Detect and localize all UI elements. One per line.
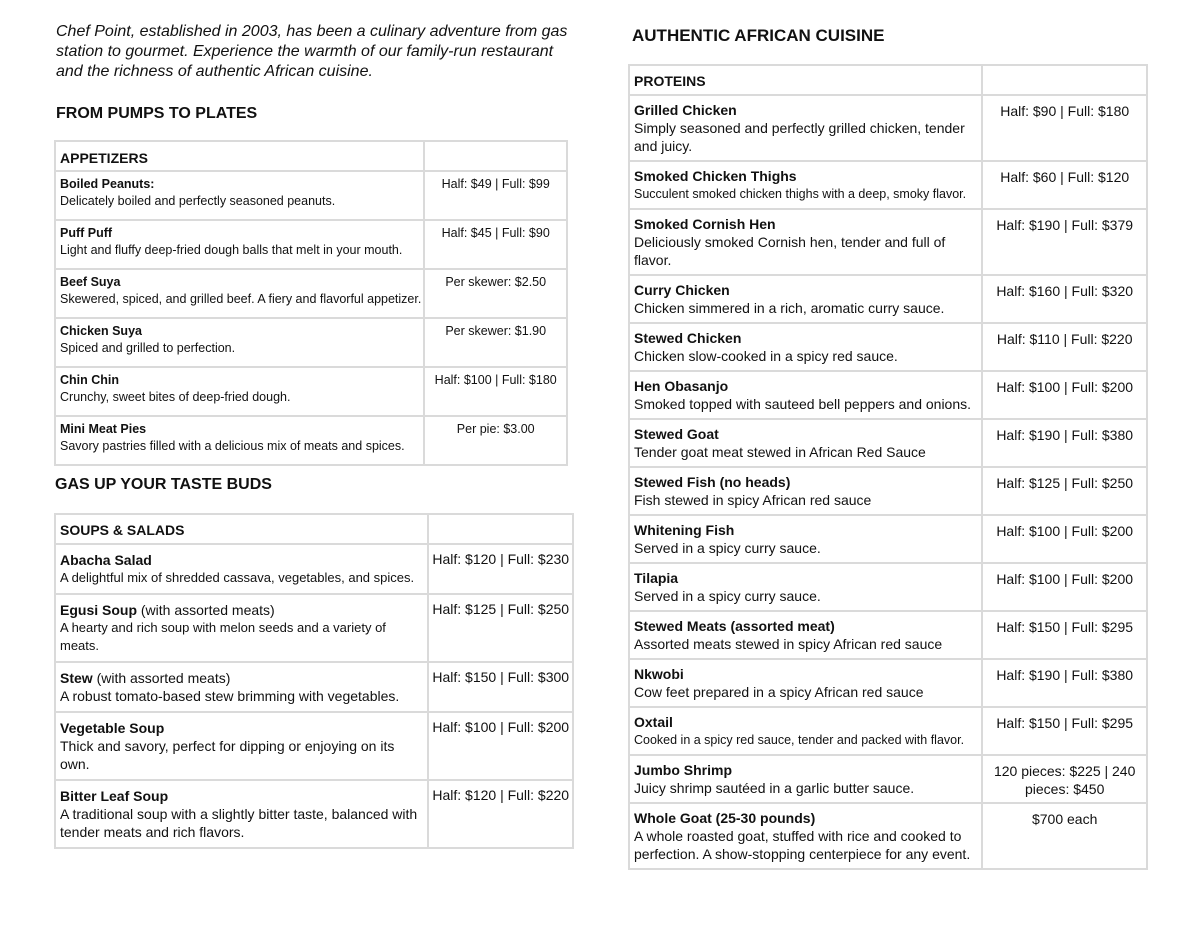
item-name: Smoked Cornish Hen <box>634 216 776 232</box>
item-desc: A traditional soup with a slightly bitter taste, balanced with tender meats and rich flavors. <box>60 806 418 840</box>
item-desc: Simply seasoned and perfectly grilled chicken, tender and juicy. <box>634 120 965 154</box>
item-name: Oxtail <box>634 714 673 730</box>
item-price: Half: $100 | Full: $200 <box>982 515 1147 563</box>
item-desc: Spiced and grilled to perfection. <box>60 341 236 355</box>
item-price: Per skewer: $2.50 <box>424 269 567 318</box>
item-name: Boiled Peanuts: <box>60 177 155 191</box>
appetizer-row <box>55 220 567 269</box>
soups-header-row <box>55 514 573 544</box>
item-desc: Chicken simmered in a rich, aromatic curry sauce. <box>634 300 945 316</box>
proteins-table <box>628 64 1148 870</box>
soups-salads-table <box>54 513 574 849</box>
item-price: Half: $100 | Full: $200 <box>982 563 1147 611</box>
protein-row <box>629 707 1147 755</box>
item-price: Half: $150 | Full: $300 <box>428 662 573 712</box>
protein-row <box>629 755 1147 803</box>
appetizer-row <box>55 367 567 416</box>
item-name: Curry Chicken <box>634 282 730 298</box>
item-price: Half: $100 | Full: $200 <box>428 712 573 780</box>
item-name: Stewed Fish (no heads) <box>634 474 791 490</box>
protein-row <box>629 563 1147 611</box>
item-name: Stewed Goat <box>634 426 719 442</box>
heading-gas-up: GAS UP YOUR TASTE BUDS <box>55 476 272 493</box>
item-price: Half: $100 | Full: $180 <box>424 367 567 416</box>
item-name: Mini Meat Pies <box>60 422 147 436</box>
proteins-header-row <box>629 65 1147 95</box>
item-price: Half: $90 | Full: $180 <box>982 95 1147 161</box>
soups-header-blank <box>428 514 573 544</box>
item-desc: Assorted meats stewed in spicy African red sauce <box>634 636 943 652</box>
item-desc: Cow feet prepared in a spicy African red sauce <box>634 684 924 700</box>
item-name: Tilapia <box>634 570 679 586</box>
item-name: Chin Chin <box>60 373 120 387</box>
protein-row <box>629 419 1147 467</box>
item-name: Grilled Chicken <box>634 102 737 118</box>
protein-row <box>629 275 1147 323</box>
item-price: Half: $120 | Full: $220 <box>428 780 573 848</box>
item-price: Half: $60 | Full: $120 <box>982 161 1147 209</box>
item-desc: Succulent smoked chicken thighs with a deep, smoky flavor. <box>634 187 967 201</box>
item-price: 120 pieces: $225 | 240 pieces: $450 <box>982 755 1147 803</box>
item-name: Stew <box>60 670 93 686</box>
item-desc: Deliciously smoked Cornish hen, tender and full of flavor. <box>634 234 946 268</box>
protein-row <box>629 95 1147 161</box>
item-desc: A hearty and rich soup with melon seeds and a variety of meats. <box>60 620 386 653</box>
item-desc: Skewered, spiced, and grilled beef. A fiery and flavorful appetizer. <box>60 292 422 306</box>
protein-row <box>629 659 1147 707</box>
item-desc: Served in a spicy curry sauce. <box>634 588 821 604</box>
item-price: Per skewer: $1.90 <box>424 318 567 367</box>
item-note: (with assorted meats) <box>137 602 275 618</box>
item-desc: Served in a spicy curry sauce. <box>634 540 821 556</box>
item-price: Per pie: $3.00 <box>424 416 567 465</box>
protein-row <box>629 209 1147 275</box>
appetizer-row <box>55 416 567 465</box>
item-name: Abacha Salad <box>60 552 152 568</box>
heading-from-pumps: FROM PUMPS TO PLATES <box>56 105 258 122</box>
item-desc: Chicken slow-cooked in a spicy red sauce. <box>634 348 898 364</box>
item-desc: Juicy shrimp sautéed in a garlic butter sauce. <box>634 780 915 796</box>
item-price: Half: $120 | Full: $230 <box>428 544 573 594</box>
item-price: Half: $45 | Full: $90 <box>424 220 567 269</box>
appetizers-header: APPETIZERS <box>55 141 424 171</box>
protein-row <box>629 611 1147 659</box>
item-desc: Tender goat meat stewed in African Red Sauce <box>634 444 926 460</box>
item-price: $700 each <box>982 803 1147 869</box>
proteins-header-blank <box>982 65 1147 95</box>
item-price: Half: $125 | Full: $250 <box>428 594 573 662</box>
item-price: Half: $125 | Full: $250 <box>982 467 1147 515</box>
soups-header: SOUPS & SALADS <box>55 514 428 544</box>
item-name: Smoked Chicken Thighs <box>634 168 797 184</box>
item-price: Half: $49 | Full: $99 <box>424 171 567 220</box>
item-price: Half: $190 | Full: $380 <box>982 419 1147 467</box>
protein-row <box>629 161 1147 209</box>
item-price: Half: $160 | Full: $320 <box>982 275 1147 323</box>
soup-row <box>55 662 573 712</box>
protein-row <box>629 371 1147 419</box>
appetizers-header-row <box>55 141 567 171</box>
item-name: Puff Puff <box>60 226 113 240</box>
item-name: Stewed Chicken <box>634 330 742 346</box>
appetizers-header-blank <box>424 141 567 171</box>
item-price: Half: $150 | Full: $295 <box>982 611 1147 659</box>
item-desc: A delightful mix of shredded cassava, vegetables, and spices. <box>60 570 415 585</box>
item-name: Whole Goat (25-30 pounds) <box>634 810 816 826</box>
item-desc: Fish stewed in spicy African red sauce <box>634 492 872 508</box>
item-name: Stewed Meats (assorted meat) <box>634 618 835 634</box>
item-desc: A robust tomato-based stew brimming with vegetables. <box>60 688 400 704</box>
item-name: Vegetable Soup <box>60 720 165 736</box>
item-desc: Light and fluffy deep-fried dough balls that melt in your mouth. <box>60 243 403 257</box>
item-desc: Savory pastries filled with a delicious mix of meats and spices. <box>60 439 405 453</box>
appetizer-row <box>55 269 567 318</box>
item-price: Half: $190 | Full: $380 <box>982 659 1147 707</box>
item-desc: Crunchy, sweet bites of deep-fried dough. <box>60 390 291 404</box>
soup-row <box>55 544 573 594</box>
item-desc: Thick and savory, perfect for dipping or enjoying on its own. <box>60 738 395 772</box>
intro-text: Chef Point, established in 2003, has been a culinary adventure from gas station to gourmet. Experience the warmth of our family-run restaurant and the richness of authentic African cuisine. <box>56 23 568 80</box>
soup-row <box>55 780 573 848</box>
item-name: Bitter Leaf Soup <box>60 788 169 804</box>
proteins-header: PROTEINS <box>629 65 982 95</box>
appetizer-row <box>55 318 567 367</box>
item-price: Half: $190 | Full: $379 <box>982 209 1147 275</box>
item-desc: Smoked topped with sauteed bell peppers and onions. <box>634 396 972 412</box>
item-name: Egusi Soup <box>60 602 137 618</box>
item-name: Whitening Fish <box>634 522 735 538</box>
protein-row <box>629 515 1147 563</box>
item-desc: Cooked in a spicy red sauce, tender and packed with flavor. <box>634 733 965 747</box>
item-desc: A whole roasted goat, stuffed with rice and cooked to perfection. A show-stopping centerpiece for any event. <box>634 828 971 862</box>
soup-row <box>55 594 573 662</box>
item-name: Beef Suya <box>60 275 121 289</box>
heading-authentic-african: AUTHENTIC AFRICAN CUISINE <box>632 26 885 45</box>
item-name: Chicken Suya <box>60 324 142 338</box>
item-price: Half: $100 | Full: $200 <box>982 371 1147 419</box>
appetizer-row <box>55 171 567 220</box>
protein-row <box>629 323 1147 371</box>
protein-row <box>629 467 1147 515</box>
soup-row <box>55 712 573 780</box>
item-name: Jumbo Shrimp <box>634 762 733 778</box>
item-name: Hen Obasanjo <box>634 378 729 394</box>
item-price: Half: $110 | Full: $220 <box>982 323 1147 371</box>
item-name: Nkwobi <box>634 666 684 682</box>
item-price: Half: $150 | Full: $295 <box>982 707 1147 755</box>
appetizers-table <box>54 140 568 466</box>
item-desc: Delicately boiled and perfectly seasoned peanuts. <box>60 194 336 208</box>
protein-row <box>629 803 1147 869</box>
item-note: (with assorted meats) <box>92 670 231 686</box>
